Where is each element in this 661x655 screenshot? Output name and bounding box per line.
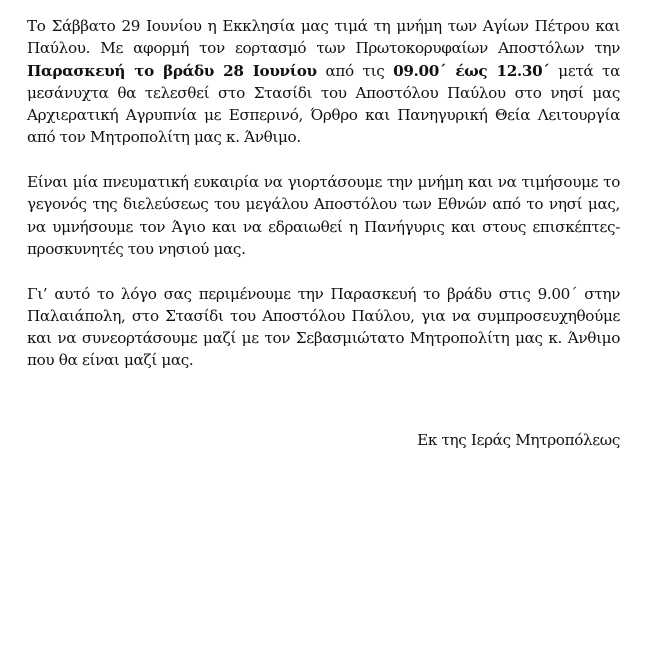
- document-body: [27, 15, 620, 394]
- signature-line: Εκ της Ιεράς Μητροπόλεως: [417, 431, 620, 449]
- paragraph-announcement: [27, 15, 620, 149]
- paragraph-1-bold-date: Παρασκευή το βράδυ 28 Ιουνίου: [27, 61, 317, 80]
- paragraph-opportunity: Είναι μία πνευματική ευκαιρία να γιορτάσουμε την μνήμη και να τιμήσουμε το γεγονός της διελεύσεως του μεγάλου Αποστόλου των Εθνών από το νησί μας, να υμνήσουμε τον Άγιο και να εδραιωθεί η Πανήγυρις και στους επισκέπτες-προσκυνητές του νησιού μας.: [27, 173, 620, 258]
- paragraph-1-text-c: μετά τα μεσάνυχτα θα τελεσθεί στο Στασίδι του Αποστόλου Παύλου στο νησί μας Αρχιερατική Αγρυπνία με Εσπερινό, Όρθρο και Πανηγυρική Θεία Λειτουργία από τον Μητροπολίτη μας κ. Άνθιμο.: [27, 61, 621, 147]
- paragraph-1-bold-time: 09.00΄ έως 12.30΄: [393, 61, 550, 80]
- paragraph-1-text-a: Το Σάββατο 29 Ιουνίου η Εκκλησία μας τιμά τη μνήμη των Αγίων Πέτρου και Παύλου. Με αφορμή τον εορτασμό των Πρωτοκορυφαίων Αποστόλων την: [27, 17, 620, 58]
- paragraph-invitation: Γι’ αυτό το λόγο σας περιμένουμε την Παρασκευή το βράδυ στις 9.00΄ στην Παλαιάπολη, στο Στασίδι του Αποστόλου Παύλου, για να συμπροσευχηθούμε και να συνεορτάσουμε μαζί με τον Σεβασμιώτατο Μητροπολίτη μας κ. Άνθιμο που θα είναι μαζί μας.: [27, 284, 620, 370]
- paragraph-1-text-b: από τις: [316, 61, 394, 80]
